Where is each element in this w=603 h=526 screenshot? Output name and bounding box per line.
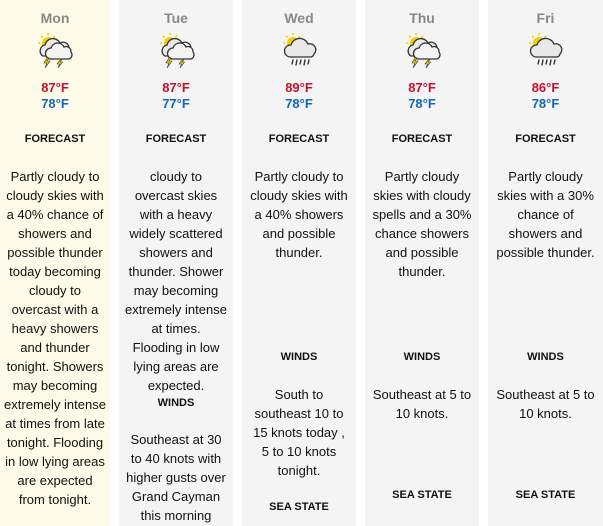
day-column-mon	[0, 0, 110, 526]
winds-text: South to southeast 10 to 15 knots today , 5 to 10 knots tonight.	[253, 387, 345, 478]
high-temp: 89°F	[285, 80, 313, 95]
thunderstorm-partly-cloudy-icon	[403, 30, 443, 70]
high-temp: 87°F	[162, 80, 190, 95]
low-temp: 77°F	[162, 96, 190, 111]
winds-text: Southeast at 5 to 10 knots.	[372, 387, 472, 421]
day-name: Fri	[536, 10, 555, 26]
day-column-wed	[242, 0, 356, 526]
forecast-text: Partly cloudy to cloudy skies with a 40% chance of showers and possible thunder today becoming cloudy to overcast with a heavy showers and thunder tonight. Showers may becoming extremely intense at times from late tonight. Flooding in low lying areas are expected from tonight.	[4, 169, 106, 507]
high-temp: 87°F	[408, 80, 436, 95]
forecast-text: cloudy to overcast skies with a heavy widely scattered showers and thunder. Shower may becoming extremely intense at times. Flooding in low lying areas are expected.	[125, 169, 227, 393]
winds-label: WINDS	[527, 351, 564, 363]
day-name: Mon	[40, 10, 70, 26]
forecast-text: Partly cloudy skies with cloudy spells and a 30% chance showers and possible thunder.	[372, 169, 472, 279]
forecast-label: FORECAST	[268, 133, 330, 145]
forecast-text: Partly cloudy to cloudy skies with a 40% showers and possible thunder.	[250, 169, 348, 260]
winds-text: Southeast at 30 to 40 knots with higher gusts over Grand Cayman this morning	[126, 432, 226, 523]
sea-state-label: SEA STATE	[515, 489, 576, 501]
low-temp: 78°F	[41, 96, 69, 111]
day-column-tue	[119, 0, 233, 526]
low-temp: 78°F	[531, 96, 560, 111]
forecast-label: FORECAST	[515, 133, 576, 145]
forecast-label: FORECAST	[145, 133, 207, 145]
winds-label: WINDS	[280, 351, 318, 363]
forecast-text: Partly cloudy skies with a 30% chance of showers and possible thunder.	[496, 169, 595, 260]
showers-partly-cloudy-icon	[526, 30, 566, 70]
winds-label: WINDS	[157, 397, 195, 409]
low-temp: 78°F	[408, 96, 436, 111]
forecast-label: FORECAST	[391, 133, 453, 145]
winds-text: Southeast at 5 to 10 knots.	[496, 387, 595, 421]
winds-label: WINDS	[403, 351, 441, 363]
day-name: Thu	[409, 10, 435, 26]
high-temp: 86°F	[531, 80, 560, 95]
day-name: Wed	[284, 10, 314, 26]
thunderstorm-partly-cloudy-icon	[157, 30, 197, 70]
thunderstorm-partly-cloudy-icon	[35, 30, 75, 70]
low-temp: 78°F	[285, 96, 313, 111]
day-column-fri	[488, 0, 603, 526]
sea-state-label: SEA STATE	[269, 501, 329, 513]
day-name: Tue	[164, 10, 188, 26]
day-column-thu	[365, 0, 479, 526]
showers-partly-cloudy-icon	[280, 30, 320, 70]
high-temp: 87°F	[41, 80, 69, 95]
sea-state-label: SEA STATE	[392, 489, 452, 501]
forecast-label: FORECAST	[24, 133, 86, 145]
